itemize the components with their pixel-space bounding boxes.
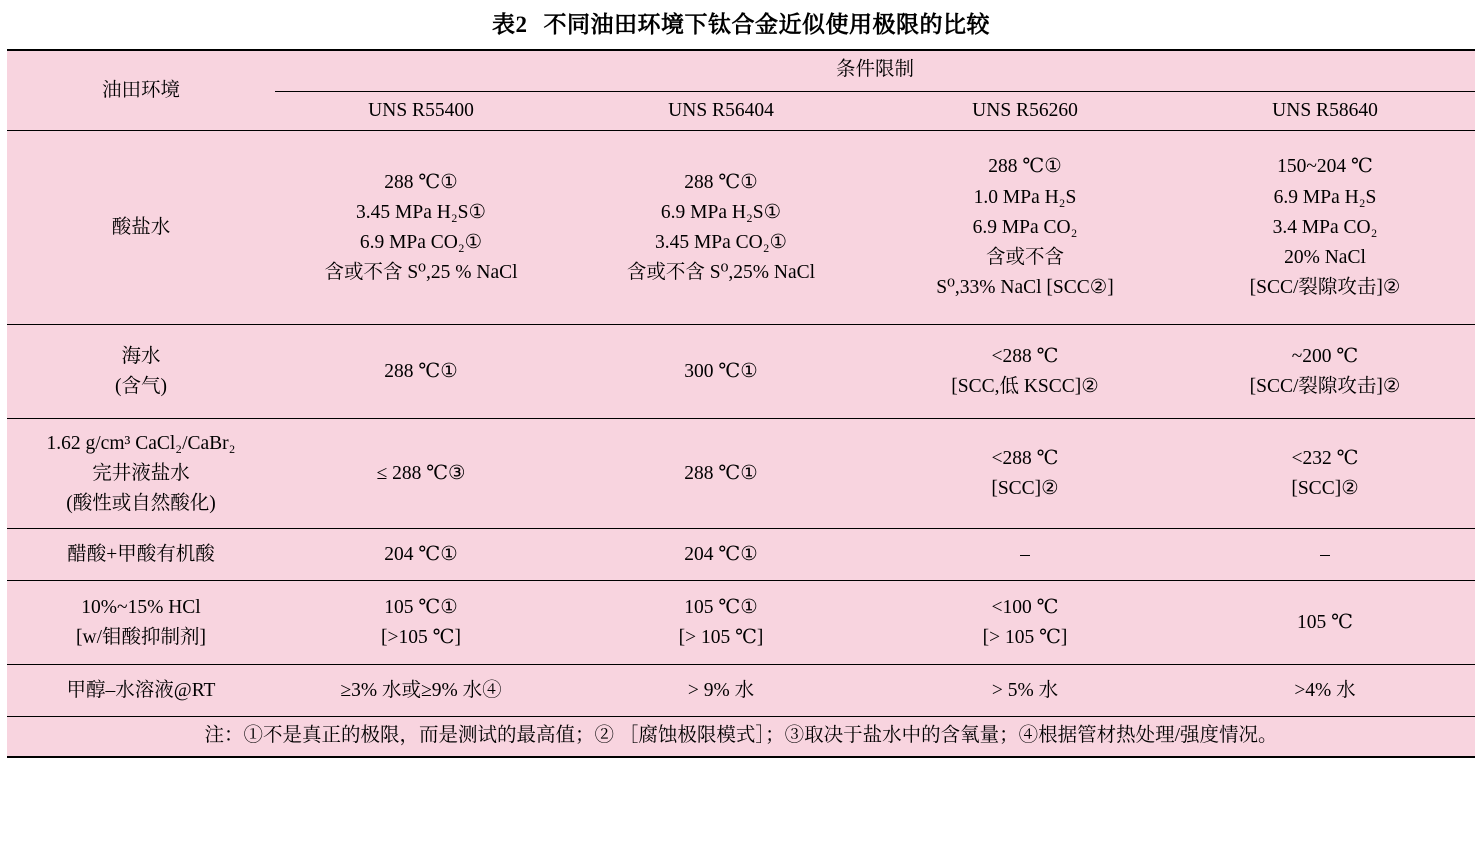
cell-r56404: 105 ℃① [> 105 ℃] xyxy=(567,581,875,665)
caption-number: 表2 xyxy=(492,12,528,37)
cell-r56260: > 5% 水 xyxy=(875,665,1175,717)
cell-r55400: 105 ℃① [>105 ℃] xyxy=(275,581,567,665)
cell-r56260: <100 ℃ [> 105 ℃] xyxy=(875,581,1175,665)
cell-r58640: 105 ℃ xyxy=(1175,581,1475,665)
row-env-label: 10%~15% HCl [w/钼酸抑制剂] xyxy=(7,581,275,665)
row-env-label: 海水 (含气) xyxy=(7,325,275,419)
cell-r56260: <288 ℃ [SCC]② xyxy=(875,419,1175,529)
header-col-r56260: UNS R56260 xyxy=(875,92,1175,131)
cell-r56404: 300 ℃① xyxy=(567,325,875,419)
header-environment: 油田环境 xyxy=(7,50,275,131)
table-note: 注：①不是真正的极限，而是测试的最高值；② ［腐蚀极限模式］；③取决于盐水中的含氧量；④根据管材热处理/强度情况。 xyxy=(7,717,1475,757)
table-row xyxy=(7,665,1475,717)
comparison-table xyxy=(7,49,1475,758)
cell-r55400: ≥3% 水或≥9% 水④ xyxy=(275,665,567,717)
cell-r55400: 288 ℃① xyxy=(275,325,567,419)
table-note-row xyxy=(7,717,1475,757)
row-env-label: 醋酸+甲酸有机酸 xyxy=(7,529,275,581)
table-row xyxy=(7,419,1475,529)
cell-r55400: 204 ℃① xyxy=(275,529,567,581)
row-env-label xyxy=(7,131,275,325)
table-header-row-group xyxy=(7,50,1475,92)
cell-r58640: ~200 ℃ [SCC/裂隙攻击]② xyxy=(1175,325,1475,419)
header-col-r56404: UNS R56404 xyxy=(567,92,875,131)
cell-r56404: 288 ℃① xyxy=(567,419,875,529)
header-col-r58640: UNS R58640 xyxy=(1175,92,1475,131)
table-row xyxy=(7,581,1475,665)
cell-r58640: <232 ℃ [SCC]② xyxy=(1175,419,1475,529)
env-line: 酸盐水 xyxy=(111,216,171,238)
table-row xyxy=(7,529,1475,581)
cell-r56260: <288 ℃ [SCC,低 KSCC]② xyxy=(875,325,1175,419)
cell-r55400: 288 ℃① 3.45 MPa H₂S① 6.9 MPa CO₂① 含或不含 S⁰,25 % NaCl xyxy=(275,131,567,325)
cell-r58640: – xyxy=(1175,529,1475,581)
table-row xyxy=(7,325,1475,419)
table-row xyxy=(7,131,1475,325)
cell-r58640: >4% 水 xyxy=(1175,665,1475,717)
row-env-label: 甲醇–水溶液@RT xyxy=(7,665,275,717)
caption-text: 不同油田环境下钛合金近似使用极限的比较 xyxy=(543,12,990,37)
cell-r56260: – xyxy=(875,529,1175,581)
cell-r56260: 288 ℃① 1.0 MPa H₂S 6.9 MPa CO₂ 含或不含 S⁰,33% NaCl [SCC②] xyxy=(875,131,1175,325)
cell-r58640: 150~204 ℃ 6.9 MPa H₂S 3.4 MPa CO₂ 20% NaCl [SCC/裂隙攻击]② xyxy=(1175,131,1475,325)
table-caption xyxy=(0,0,1482,49)
header-condition-limit: 条件限制 xyxy=(275,50,1475,92)
row-env-label: 1.62 g/cm³ CaCl₂/CaBr₂ 完井液盐水 (酸性或自然酸化) xyxy=(7,419,275,529)
header-col-r55400: UNS R55400 xyxy=(275,92,567,131)
cell-r56404: > 9% 水 xyxy=(567,665,875,717)
cell-r55400: ≤ 288 ℃③ xyxy=(275,419,567,529)
cell-r56404: 288 ℃① 6.9 MPa H₂S① 3.45 MPa CO₂① 含或不含 S⁰,25% NaCl xyxy=(567,131,875,325)
cell-r56404: 204 ℃① xyxy=(567,529,875,581)
